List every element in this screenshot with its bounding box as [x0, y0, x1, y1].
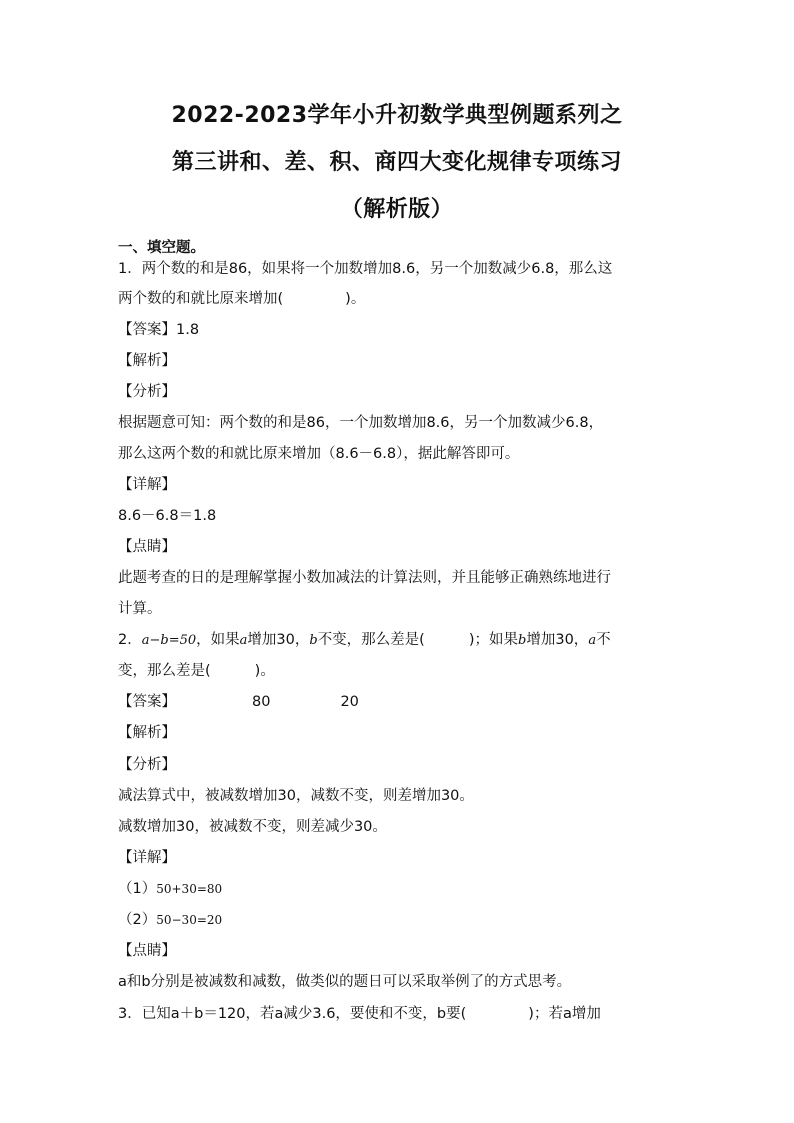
q1-detail: 8.6－6.8＝1.8: [118, 508, 217, 524]
title-line-2: 第三讲和、差、积、商四大变化规律专项练习: [171, 150, 622, 175]
q1-text-start: 两个数的和就比原来增加(: [118, 291, 284, 307]
q2-step-2: [118, 910, 222, 930]
q2-analysis-line-2: 减数增加30，被减数不变，则差减少30。: [118, 819, 387, 835]
q2-step-1: [118, 879, 222, 899]
var-b: b: [309, 633, 318, 648]
q1-text-line-2: [118, 289, 365, 309]
q2-answer-label: 【答案】: [118, 694, 176, 710]
q2-text-part: 不: [596, 632, 611, 648]
var-a: a: [239, 633, 248, 648]
q2-equation: a−b=50: [141, 633, 197, 648]
q2-answer-value-1: 80: [252, 694, 271, 710]
q2-text-line-1: [118, 630, 611, 651]
q2-text-part: 变，那么差是(: [118, 663, 211, 679]
q1-text-line-1: 1．两个数的和是86，如果将一个加数增加8.6，另一个加数减少6.8，那么这: [118, 261, 613, 277]
q3-text-start: 3．已知a＋b＝120，若a减少3.6，要使和不变，b要(: [118, 1006, 467, 1022]
q2-comment: a和b分别是被减数和减数，做类似的题日可以采取举例了的方式思考。: [118, 974, 572, 990]
q1-jiexi-label: 【解析】: [118, 353, 176, 369]
q2-step-2-label: （2）: [118, 912, 157, 928]
q1-answer: 【答案】1.8: [118, 322, 200, 338]
q1-xiangjie-label: 【详解】: [118, 477, 176, 493]
q2-text-part: )；如果: [468, 632, 519, 648]
q2-step-1-expr: 50+30=80: [156, 882, 223, 896]
q2-step-1-label: （1）: [118, 881, 157, 897]
q2-text-part: 不变，那么差是(: [317, 632, 425, 648]
q1-analysis-line-2: 那么这两个数的和就比原来增加（8.6－6.8），据此解答即可。: [118, 446, 520, 462]
q1-comment-line-2: 计算。: [118, 601, 162, 617]
q2-text-part: 增加30，: [526, 632, 589, 648]
q1-text-end: )。: [345, 291, 366, 307]
q2-answer: [118, 692, 359, 712]
q2-answer-value-2: 20: [340, 694, 359, 710]
q2-text-line-2: [118, 661, 275, 681]
q2-dianjing-label: 【点睛】: [118, 943, 176, 959]
q1-analysis-line-1: 根据题意可知：两个数的和是86，一个加数增加8.6，另一个加数减少6.8，: [118, 415, 604, 431]
q3-text-end: )；若a增加: [528, 1006, 601, 1022]
q3-text-line-1: [118, 1004, 601, 1024]
q2-fenxi-label: 【分析】: [118, 757, 176, 773]
q2-number: 2．: [118, 632, 142, 648]
title-line-3: （解析版）: [340, 197, 454, 222]
title-line-1: 2022-2023学年小升初数学典型例题系列之: [171, 103, 623, 128]
q2-xiangjie-label: 【详解】: [118, 850, 176, 866]
q1-comment-line-1: 此题考查的日的是理解掌握小数加减法的计算法则，并且能够正确熟练地进行: [118, 570, 611, 586]
q2-jiexi-label: 【解析】: [118, 725, 176, 741]
var-a: a: [588, 633, 597, 648]
var-b: b: [518, 633, 527, 648]
q2-text-part: )。: [254, 663, 275, 679]
q1-fenxi-label: 【分析】: [118, 384, 176, 400]
q2-step-2-expr: 50−30=20: [156, 913, 223, 927]
q2-text-part: ，如果: [196, 632, 240, 648]
section-heading: 一、填空题。: [118, 240, 205, 256]
q1-dianjing-label: 【点睛】: [118, 539, 176, 555]
q2-analysis-line-1: 减法算式中，被减数增加30，减数不变，则差增加30。: [118, 788, 474, 804]
q2-text-part: 增加30，: [247, 632, 310, 648]
